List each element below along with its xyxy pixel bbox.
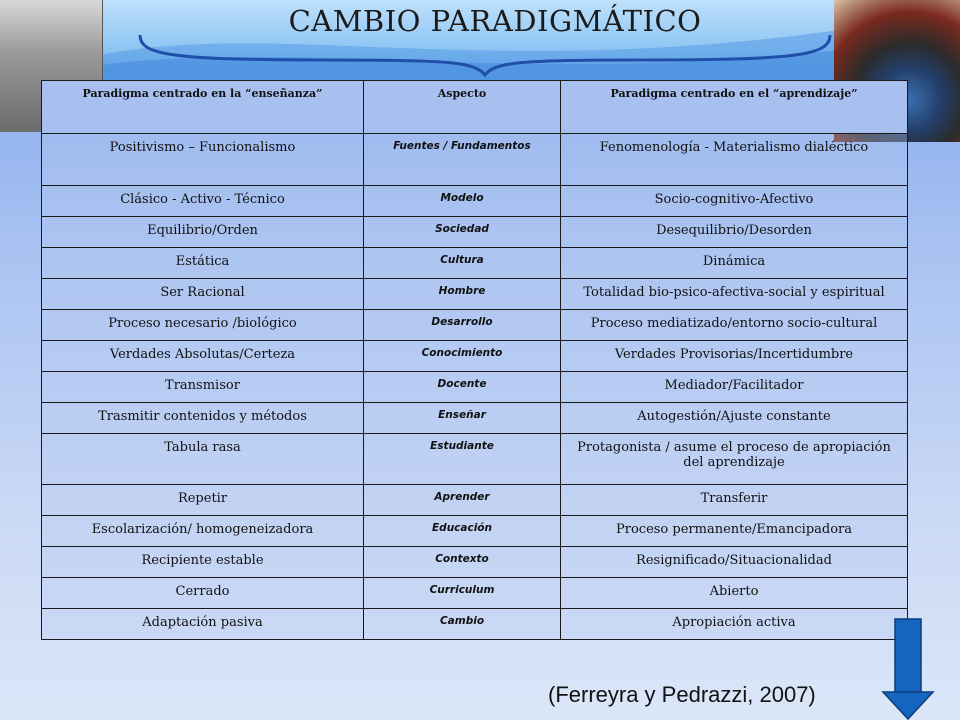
cell-learning: Totalidad bio-psico-afectiva-social y espiritual bbox=[561, 279, 908, 310]
cell-teaching: Positivismo – Funcionalismo bbox=[42, 134, 364, 186]
cell-aspect: Sociedad bbox=[364, 217, 561, 248]
cell-aspect: Cultura bbox=[364, 248, 561, 279]
cell-learning: Autogestión/Ajuste constante bbox=[561, 403, 908, 434]
citation: (Ferreyra y Pedrazzi, 2007) bbox=[548, 682, 816, 707]
cell-aspect: Modelo bbox=[364, 186, 561, 217]
header-learning-paradigm: Paradigma centrado en el “aprendizaje” bbox=[561, 81, 908, 134]
cell-learning: Proceso permanente/Emancipadora bbox=[561, 516, 908, 547]
cell-teaching: Recipiente estable bbox=[42, 547, 364, 578]
table-row bbox=[42, 578, 908, 609]
cell-teaching: Tabula rasa bbox=[42, 434, 364, 485]
down-arrow-icon bbox=[880, 618, 936, 720]
cell-learning: Transferir bbox=[561, 485, 908, 516]
cell-aspect: Hombre bbox=[364, 279, 561, 310]
table-row bbox=[42, 134, 908, 186]
cell-teaching: Trasmitir contenidos y métodos bbox=[42, 403, 364, 434]
cell-learning: Verdades Provisorias/Incertidumbre bbox=[561, 341, 908, 372]
cell-teaching: Cerrado bbox=[42, 578, 364, 609]
cell-aspect: Fuentes / Fundamentos bbox=[364, 134, 561, 186]
slide-title: CAMBIO PARADIGMÁTICO bbox=[288, 4, 702, 38]
cell-teaching: Clásico - Activo - Técnico bbox=[42, 186, 364, 217]
table-row bbox=[42, 248, 908, 279]
cell-learning: Dinámica bbox=[561, 248, 908, 279]
cell-learning: Abierto bbox=[561, 578, 908, 609]
table-row bbox=[42, 186, 908, 217]
cell-learning: Mediador/Facilitador bbox=[561, 372, 908, 403]
cell-teaching: Verdades Absolutas/Certeza bbox=[42, 341, 364, 372]
cell-aspect: Contexto bbox=[364, 547, 561, 578]
table-row bbox=[42, 217, 908, 248]
cell-learning: Apropiación activa bbox=[561, 609, 908, 640]
cell-aspect: Aprender bbox=[364, 485, 561, 516]
brace-decoration bbox=[130, 30, 840, 80]
table-row bbox=[42, 485, 908, 516]
cell-learning: Desequilibrio/Desorden bbox=[561, 217, 908, 248]
cell-aspect: Curriculum bbox=[364, 578, 561, 609]
cell-teaching: Estática bbox=[42, 248, 364, 279]
cell-aspect: Desarrollo bbox=[364, 310, 561, 341]
header-teaching-paradigm: Paradigma centrado en la “enseñanza” bbox=[42, 81, 364, 134]
cell-teaching: Repetir bbox=[42, 485, 364, 516]
cell-teaching: Adaptación pasiva bbox=[42, 609, 364, 640]
cell-teaching: Equilibrio/Orden bbox=[42, 217, 364, 248]
table-row bbox=[42, 516, 908, 547]
table-row bbox=[42, 372, 908, 403]
table-row bbox=[42, 609, 908, 640]
cell-aspect: Cambio bbox=[364, 609, 561, 640]
cell-aspect: Estudiante bbox=[364, 434, 561, 485]
cell-teaching: Ser Racional bbox=[42, 279, 364, 310]
cell-teaching: Transmisor bbox=[42, 372, 364, 403]
table-row bbox=[42, 434, 908, 485]
table-row bbox=[42, 310, 908, 341]
table-row bbox=[42, 279, 908, 310]
cell-aspect: Enseñar bbox=[364, 403, 561, 434]
cell-learning: Proceso mediatizado/entorno socio-cultural bbox=[561, 310, 908, 341]
cell-aspect: Docente bbox=[364, 372, 561, 403]
paradigm-table bbox=[41, 80, 908, 640]
header-aspect: Aspecto bbox=[364, 81, 561, 134]
cell-aspect: Educación bbox=[364, 516, 561, 547]
cell-learning: Fenomenología - Materialismo dialéctico bbox=[561, 134, 908, 186]
cell-teaching: Escolarización/ homogeneizadora bbox=[42, 516, 364, 547]
table-header-row bbox=[42, 81, 908, 134]
table-row bbox=[42, 403, 908, 434]
table-row bbox=[42, 547, 908, 578]
cell-aspect: Conocimiento bbox=[364, 341, 561, 372]
cell-learning: Resignificado/Situacionalidad bbox=[561, 547, 908, 578]
cell-learning: Protagonista / asume el proceso de apropiación del aprendizaje bbox=[561, 434, 908, 485]
cell-learning: Socio-cognitivo-Afectivo bbox=[561, 186, 908, 217]
table-row bbox=[42, 341, 908, 372]
cell-teaching: Proceso necesario /biológico bbox=[42, 310, 364, 341]
